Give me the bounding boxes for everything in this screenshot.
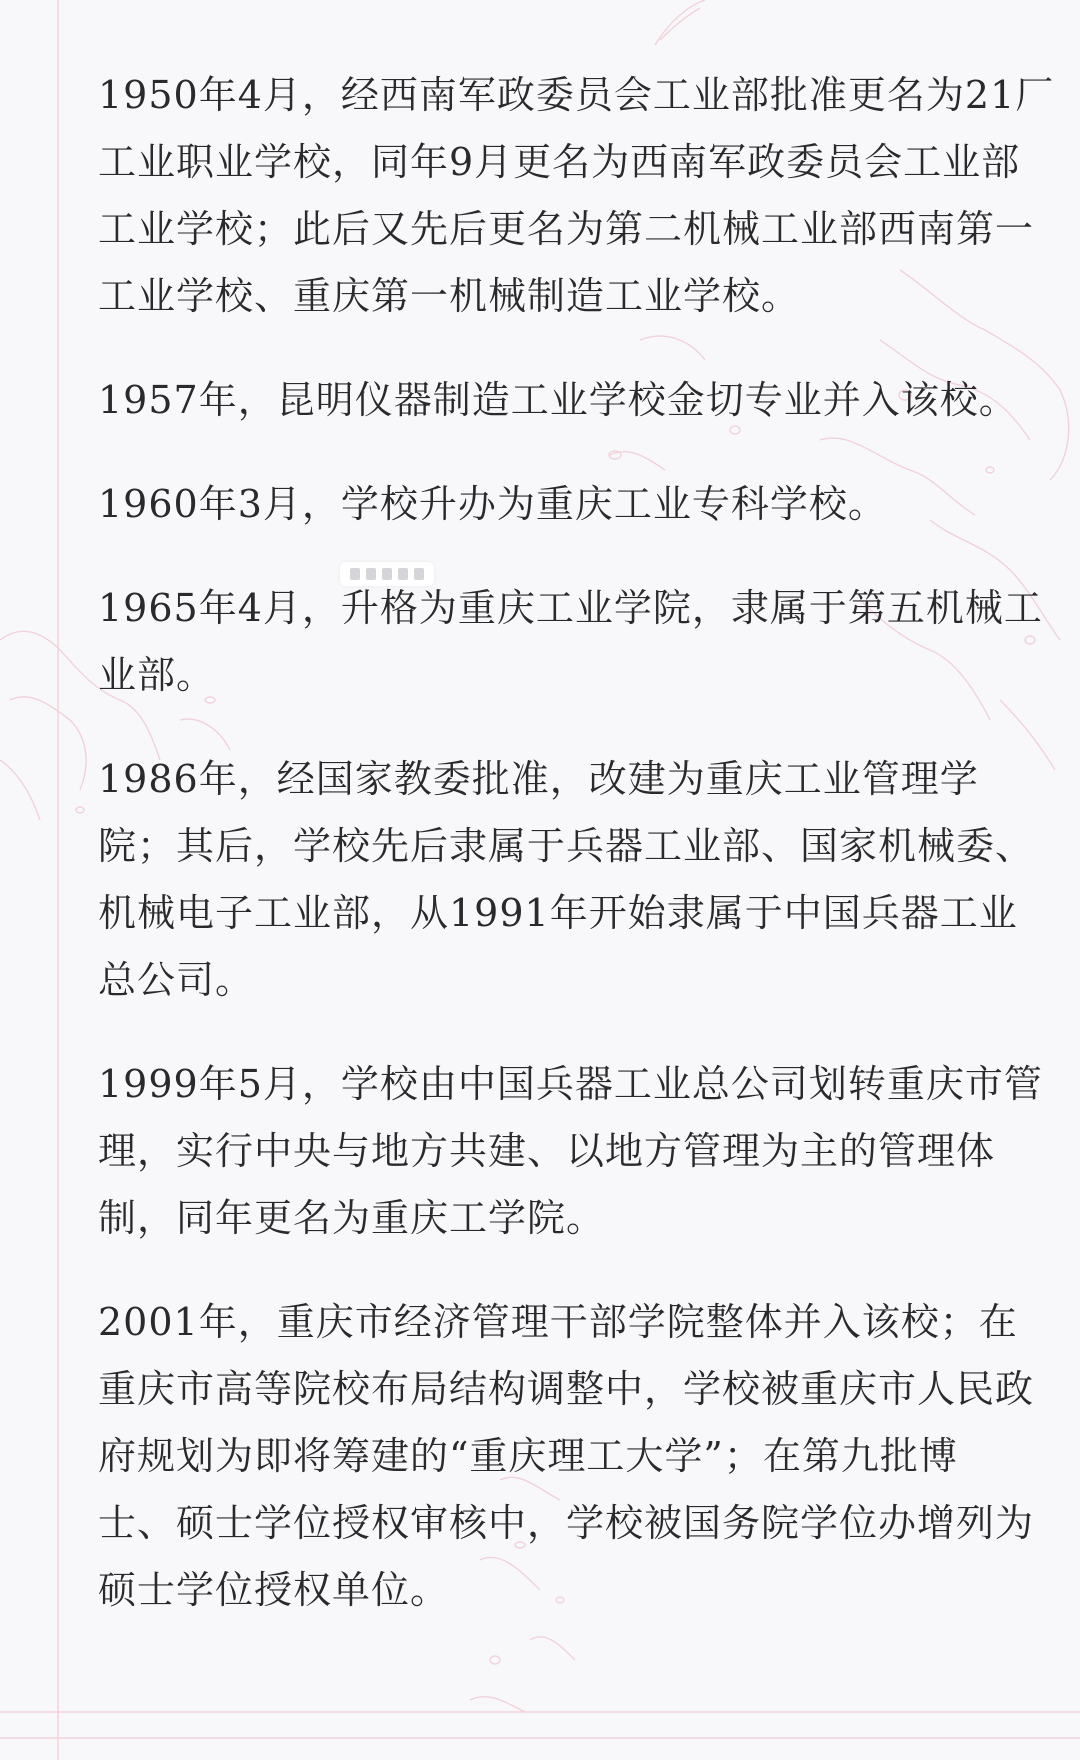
text-line: 总公司。 [98,958,255,1002]
paragraph-2001 [98,1289,1035,1624]
text-line: 1960年3月，学校升办为重庆工业专科学校。 [98,482,887,526]
text-line: 理，实行中央与地方共建、以地方管理为主的管理体 [98,1129,996,1173]
paragraph-1986 [98,746,1035,1014]
loading-dot [414,568,424,580]
loading-dot [366,568,376,580]
paragraph-1950 [98,62,1055,330]
text-line: 工业学校；此后又先后更名为第二机械工业部西南第一 [98,207,1035,251]
text-line: 工业学校、重庆第一机械制造工业学校。 [98,274,801,318]
loading-dot [350,568,360,580]
loading-dot [398,568,408,580]
paragraph-1960 [98,471,1018,538]
text-line: 工业职业学校，同年9月更名为西南军政委员会工业部 [98,140,1021,184]
text-line: 士、硕士学位授权审核中，学校被国务院学位办增列为 [98,1501,1035,1545]
text-line: 重庆市高等院校布局结构调整中，学校被重庆市人民政 [98,1367,1035,1411]
text-line: 府规划为即将筹建的“重庆理工大学”；在第九批博 [98,1434,958,1478]
text-line: 业部。 [98,653,216,697]
article-body [98,62,1055,1661]
text-line: 院；其后，学校先后隶属于兵器工业部、国家机械委、 [98,824,1035,868]
text-line: 1957年，昆明仪器制造工业学校金切专业并入该校。 [98,378,1018,422]
text-line: 2001年，重庆市经济管理干部学院整体并入该校；在 [98,1300,1018,1344]
paragraph-1965 [98,575,1043,709]
text-line: 机械电子工业部，从1991年开始隶属于中国兵器工业 [98,891,1018,935]
loading-dot [382,568,392,580]
text-line: 1986年，经国家教委批准，改建为重庆工业管理学 [98,757,979,801]
text-line: 制，同年更名为重庆工学院。 [98,1196,606,1240]
text-line: 硕士学位授权单位。 [98,1568,450,1612]
image-loading-indicator [340,562,434,586]
text-line: 1950年4月，经西南军政委员会工业部批准更名为21厂 [98,73,1055,117]
paragraph-1999 [98,1051,1043,1252]
text-line: 1965年4月，升格为重庆工业学院，隶属于第五机械工 [98,586,1043,630]
paragraph-1957 [98,367,1018,434]
text-line: 1999年5月，学校由中国兵器工业总公司划转重庆市管 [98,1062,1043,1106]
